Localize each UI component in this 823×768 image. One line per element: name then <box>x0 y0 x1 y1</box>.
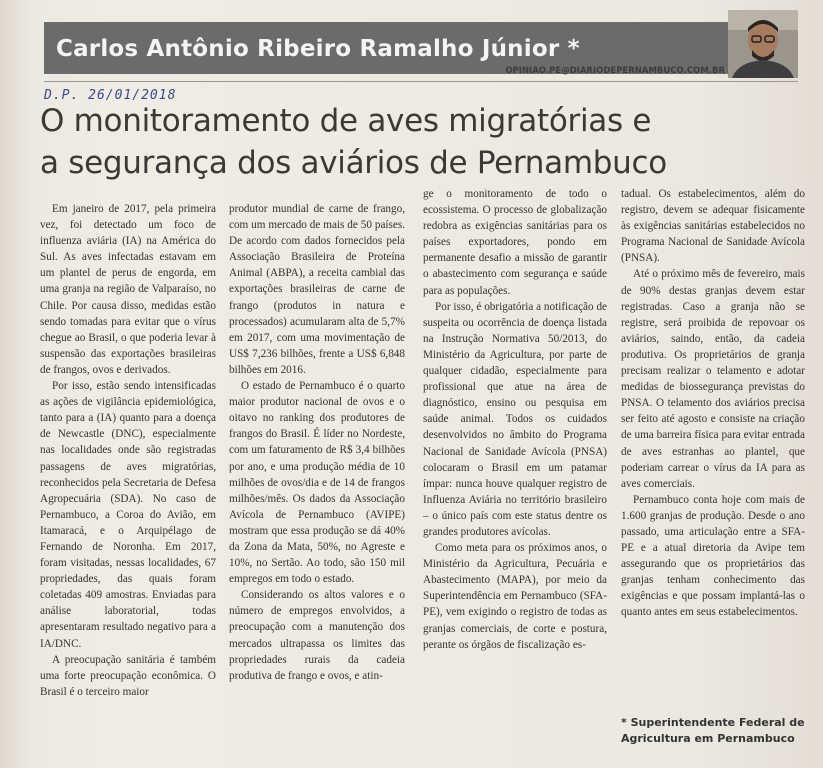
article-column-1 <box>40 201 216 761</box>
headline-line-2: a segurança dos aviários de Pernambuco <box>40 145 667 181</box>
paragraph: Considerando os altos valores e o número de empregos envolvidos, a preocupação com a manutenção dos mercados ultrapassa os limites das propriedades rurais da cadeia produtiva de frango e ovos, e atin- <box>229 589 405 682</box>
paragraph: A preocupação sanitária é também uma forte preocupação econômica. O Brasil é o terceiro maior <box>40 653 216 698</box>
paragraph: tadual. Os estabelecimentos, além do registro, devem se adequar fisicamente às exigências sanitárias estabelecidos no Programa Nacional de Sanidade Avícola (PNSA). <box>621 188 805 265</box>
article-column-4 <box>621 186 805 696</box>
author-portrait-icon <box>728 10 798 78</box>
header-divider <box>44 81 798 82</box>
paragraph: ge o monitoramento de todo o ecossistema. O processo de globalização redobra as exigências sanitárias para os países exportadores, pondo em permanente desafio a missão de garantir o abastecimento com segurança e saúde para as populações. <box>423 188 607 297</box>
article-column-3 <box>423 186 607 761</box>
article-column-2 <box>229 201 405 761</box>
opinion-email: OPINIAO.PE@DIARIODEPERNAMBUCO.COM.BR <box>505 66 725 76</box>
handwritten-date: D.P. 26/01/2018 <box>44 88 177 103</box>
paragraph: Em janeiro de 2017, pela primeira vez, foi detectado um foco de influenza aviária (IA) na América do Sul. As aves infectadas estavam em um plantel de perus de engorda, em uma granja na região de Valparaíso, no Chile. Por causa disso, medidas estão sendo tomadas para evitar que o vírus chegue ao Brasil, o que poderia levar à suspensão das exportações brasileiras de frangos, ovos e derivados. <box>40 203 216 376</box>
paragraph: Por isso, estão sendo intensificadas as ações de vigilância epidemiológica, tanto para a (IA) quanto para a doença de Newcastle (DNC), especialmente nas localidades onde são registradas passagens de aves migratórias, reconhecidos pela Secretaria de Defesa Agropecuária (SDA). No caso de Pernambuco, a Coroa do Avião, em Itamaracá, e o Arquipélago de Fernando de Noronha. Em 2017, foram visitadas, nessas localidades, 67 propriedades, das quais foram coletadas 409 amostras. Enviadas para análise laboratorial, todas apresentaram resultado negativo para a IA/DNC. <box>40 380 216 650</box>
paragraph: O estado de Pernambuco é o quarto maior produtor nacional de ovos e o oitavo no ranking dos produtores de frangos do Brasil. É líder no Nordeste, com um faturamento de R$ 3,4 bilhões por ano, e uma produção média de 10 milhões de ovos/dia e de 14 de frangos milhões/mês. Os dados da Associação Avícola de Pernambuco (AVIPE) mostram que essa produção se dá 40% da Zona da Mata, 50%, no Agreste e 10%, no Sertão. Ao todo, são 150 mil empregos em todo o estado. <box>229 380 405 586</box>
article-headline <box>40 100 760 184</box>
author-photo <box>728 10 798 78</box>
paragraph: Pernambuco conta hoje com mais de 1.600 granjas de produção. Desde o ano passado, uma articulação entre a SFA-PE e a atual diretoria da Avipe tem assegurando que os proprietários das granjas tenham conhecimento das exigências e que possam implantá-las o quanto antes em seus estabelecimentos. <box>621 493 805 619</box>
paragraph: Como meta para os próximos anos, o Ministério da Agricultura, Pecuária e Abastecimento (MAPA), por meio da Superintendência em Pernambuco (SFA-PE), vem exigindo o registro de todas as granjas comerciais, de corte e postura, perante os órgãos de fiscalização es- <box>423 542 607 651</box>
paragraph: produtor mundial de carne de frango, com um mercado de mais de 50 países. De acordo com dados fornecidos pela Associação Brasileira de Proteína Animal (ABPA), a receita cambial das exportações brasileiras de carne de frango (produtos in natura e processados) acumularam alta de 5,7% em 2017, com uma movimentação de US$ 7,236 bilhões, frente a US$ 6,848 bilhões em 2016. <box>229 203 405 376</box>
author-name: Carlos Antônio Ribeiro Ramalho Júnior * <box>56 36 580 62</box>
paragraph: Por isso, é obrigatória a notificação de suspeita ou ocorrência de doença listada na Instrução Normativa 50/2013, do Ministério da Agricultura, por parte de qualquer cidadão, especialmente para profissional que atue na área de diagnóstico, ensino ou pesquisa em saúde animal. Todos os cuidados desenvolvidos no âmbito do Programa Nacional de Sanidade Avícola (PNSA) colocaram o Brasil em um patamar ímpar: nunca houve qualquer registro de Influenza Aviária no território brasileiro – o único país com este status dentre os grandes produtores avícolas. <box>423 300 607 538</box>
author-footnote: * Superintendente Federal de Agricultura em Pernambuco <box>621 716 805 745</box>
paragraph: Até o próximo mês de fevereiro, mais de 90% destas granjas devem estar registradas. Caso a granja não se registre, será proibida de repovoar os aviários, saindo, então, da cadeia produtiva. Os proprietários de granja precisam realizar o telamento e adotar medidas de biossegurança previstas do PNSA. O telamento dos aviários precisa ser feito até agosto e consiste na criação de uma barreira física para evitar entrada de aves estranhas ao plantel, que poderiam carrear o vírus da IA para as aves comerciais. <box>621 268 805 490</box>
headline-line-1: O monitoramento de aves migratórias e <box>40 103 652 139</box>
